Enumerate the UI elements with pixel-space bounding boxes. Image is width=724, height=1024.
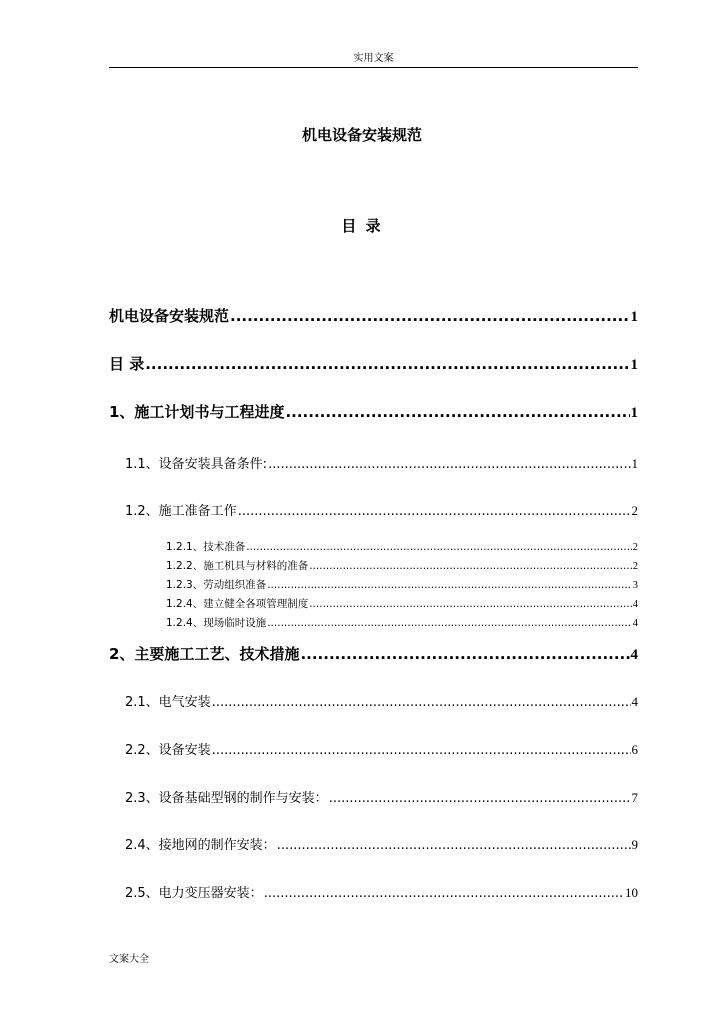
footer-text: 文案大全 xyxy=(109,954,149,965)
toc-leader-dots xyxy=(264,886,624,901)
toc-entry-label: 1.2、施工准备工作 xyxy=(125,504,237,519)
toc-leader-dots xyxy=(329,791,631,806)
toc-leader-dots xyxy=(268,457,630,472)
toc-entry-label: 2.5、电力变压器安装： xyxy=(125,886,263,901)
toc-entry-page: 2 xyxy=(632,561,638,572)
toc-entry-page: 1 xyxy=(630,357,638,373)
toc-entry-section-2-4[interactable] xyxy=(125,834,638,853)
toc-entry-page: 10 xyxy=(625,885,638,900)
toc-entry-section-1-2-4[interactable] xyxy=(166,596,638,611)
toc-entry-section-2-1[interactable] xyxy=(125,691,638,710)
toc-entry-section-1-2-2[interactable] xyxy=(166,558,638,573)
toc-entry-page: 4 xyxy=(631,694,638,709)
toc-entry-label: 1.1、设备安装具备条件: xyxy=(125,457,268,472)
toc-entry-label: 1、施工计划书与工程进度 xyxy=(109,403,285,421)
toc-entry-page: 7 xyxy=(631,790,638,805)
toc-leader-dots xyxy=(145,355,629,373)
toc-entry-page: 3 xyxy=(632,580,638,591)
toc-entry-label: 目 录 xyxy=(109,355,145,373)
toc-entry-contents[interactable] xyxy=(109,353,638,374)
toc-entry-page: 1 xyxy=(630,309,638,325)
toc-heading: 目 录 xyxy=(341,217,383,235)
toc-leader-dots xyxy=(267,579,632,591)
toc-leader-dots xyxy=(212,743,631,758)
toc-entry-label: 1.2.2、施工机具与材料的准备 xyxy=(166,560,309,572)
toc-entry-section-1[interactable] xyxy=(109,401,638,422)
toc-entry-label: 1.2.4、建立健全各项管理制度 xyxy=(166,598,309,610)
toc-entry-page: 6 xyxy=(631,742,638,757)
toc-entry-label: 1.2.3、劳动组织准备 xyxy=(166,579,267,591)
toc-entry-label: 1.2.1、技术准备 xyxy=(166,541,246,553)
toc-entry-section-2-3[interactable] xyxy=(125,787,638,806)
toc-entry-label: 2.2、设备安装 xyxy=(125,743,211,758)
toc-entry-section-1-2-1[interactable] xyxy=(166,539,638,554)
toc-leader-dots xyxy=(309,598,632,610)
toc-entry-label: 1.2.4、现场临时设施 xyxy=(166,617,267,629)
toc-entry-section-1-2-3[interactable] xyxy=(166,577,638,592)
toc-entry-section-1-2[interactable] xyxy=(125,500,638,519)
page-header xyxy=(109,52,638,68)
toc-entry-label: 2.3、设备基础型钢的制作与安装： xyxy=(125,791,328,806)
toc-entry-page: 4 xyxy=(632,618,638,629)
page-footer xyxy=(109,950,149,965)
toc-leader-dots xyxy=(238,504,631,519)
toc-entry-section-1-1[interactable] xyxy=(125,453,638,472)
toc-leader-dots xyxy=(212,695,631,710)
toc-entry-page: 1 xyxy=(630,405,638,421)
toc-leader-dots xyxy=(267,617,632,629)
toc-entry-title[interactable] xyxy=(109,305,638,326)
toc-leader-dots xyxy=(277,838,631,853)
toc-entry-label: 2.4、接地网的制作安装： xyxy=(125,838,276,853)
toc-entry-label: 2.1、电气安装 xyxy=(125,695,211,710)
document-title: 机电设备安装规范 xyxy=(301,126,422,144)
toc-entry-page: 2 xyxy=(632,542,638,553)
toc-entry-page: 4 xyxy=(630,647,638,663)
toc-entry-section-2[interactable] xyxy=(109,643,638,664)
toc-entry-page: 1 xyxy=(631,456,638,471)
toc-entry-label: 机电设备安装规范 xyxy=(109,307,230,325)
toc-leader-dots xyxy=(230,307,629,325)
toc-entry-page: 9 xyxy=(631,837,638,852)
toc-entry-section-2-5[interactable] xyxy=(125,882,638,901)
header-text: 实用文案 xyxy=(353,53,394,64)
toc-leader-dots xyxy=(285,403,629,421)
toc-leader-dots xyxy=(300,645,629,663)
toc-entry-section-2-2[interactable] xyxy=(125,739,638,758)
toc-entry-section-1-2-4b[interactable] xyxy=(166,615,638,630)
toc-entry-page: 2 xyxy=(631,503,638,518)
toc-entry-label: 2、主要施工工艺、技术措施 xyxy=(109,645,300,663)
toc-leader-dots xyxy=(246,541,632,553)
toc-entry-page: 4 xyxy=(632,599,638,610)
toc-leader-dots xyxy=(309,560,632,572)
